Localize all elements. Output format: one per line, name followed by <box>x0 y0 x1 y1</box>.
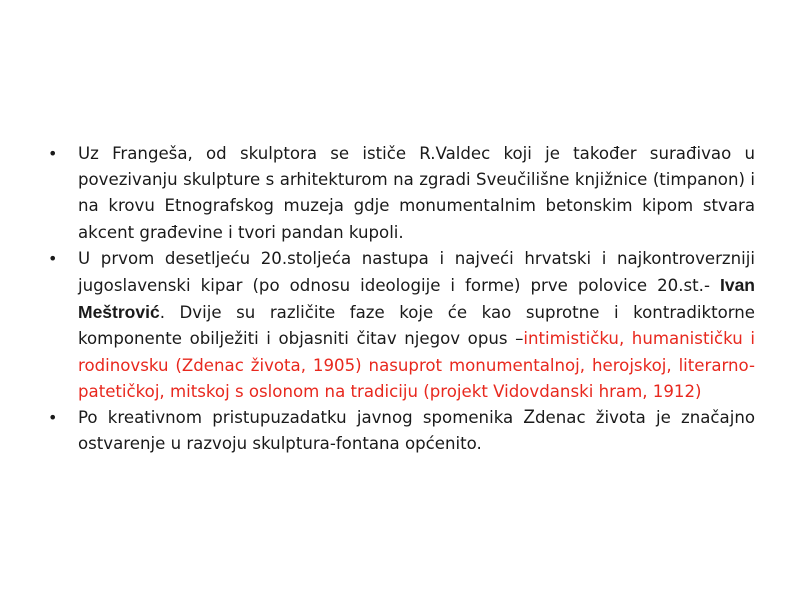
bullet-list <box>46 141 755 457</box>
bullet-text-end: denac života je značajno ostvarenje u razvoju skulptura-fontana općenito. <box>78 408 755 454</box>
bullet-item-zdenac <box>46 405 755 457</box>
bullet-dot-icon: • <box>48 144 58 163</box>
zdenac-initial: Z <box>523 407 536 429</box>
highlighted-phases: intimističku, humanističku i rodinovsku (Zdenac života, 1905) nasuprot monumentalnoj, herojskoj, literarno-patetičkoj, mitskoj s oslonom na tradiciju (projekt Vidovdanski hram, 1912) <box>78 329 755 401</box>
bullet-text: Uz Frangeša, od skulptora se ističe R.Valdec koji je također surađivao u povezivanju skulpture s arhitekturom na zgradi Sveučilišne knjižnice (timpanon) i na krovu Etnografskog muzeja gdje monumentalnim betonskim kipom stvara akcent građevine i tvori pandan kupoli. <box>78 144 755 242</box>
bullet-text-middle: . Dvije su različite faze koje će kao suprotne i kontradiktorne komponente obilježiti i objasniti čitav njegov opus – <box>78 303 755 349</box>
bullet-text-intro: U prvom desetljeću 20.stoljeća nastupa i najveći hrvatski i najkontroverzniji jugoslavenski kipar (po odnosu ideologije i forme) prve polovice 20.st.- <box>78 248 755 296</box>
bullet-item-valdec <box>46 141 755 246</box>
bullet-text-intro: Po kreativnom pristupuzadatku javnog spomenika <box>78 408 524 428</box>
bullet-dot-icon: • <box>48 248 58 268</box>
bullet-item-mestrovic <box>46 246 755 405</box>
bullet-dot-icon: • <box>48 408 58 428</box>
sculptor-name: Ivan Meštrović <box>78 275 755 323</box>
